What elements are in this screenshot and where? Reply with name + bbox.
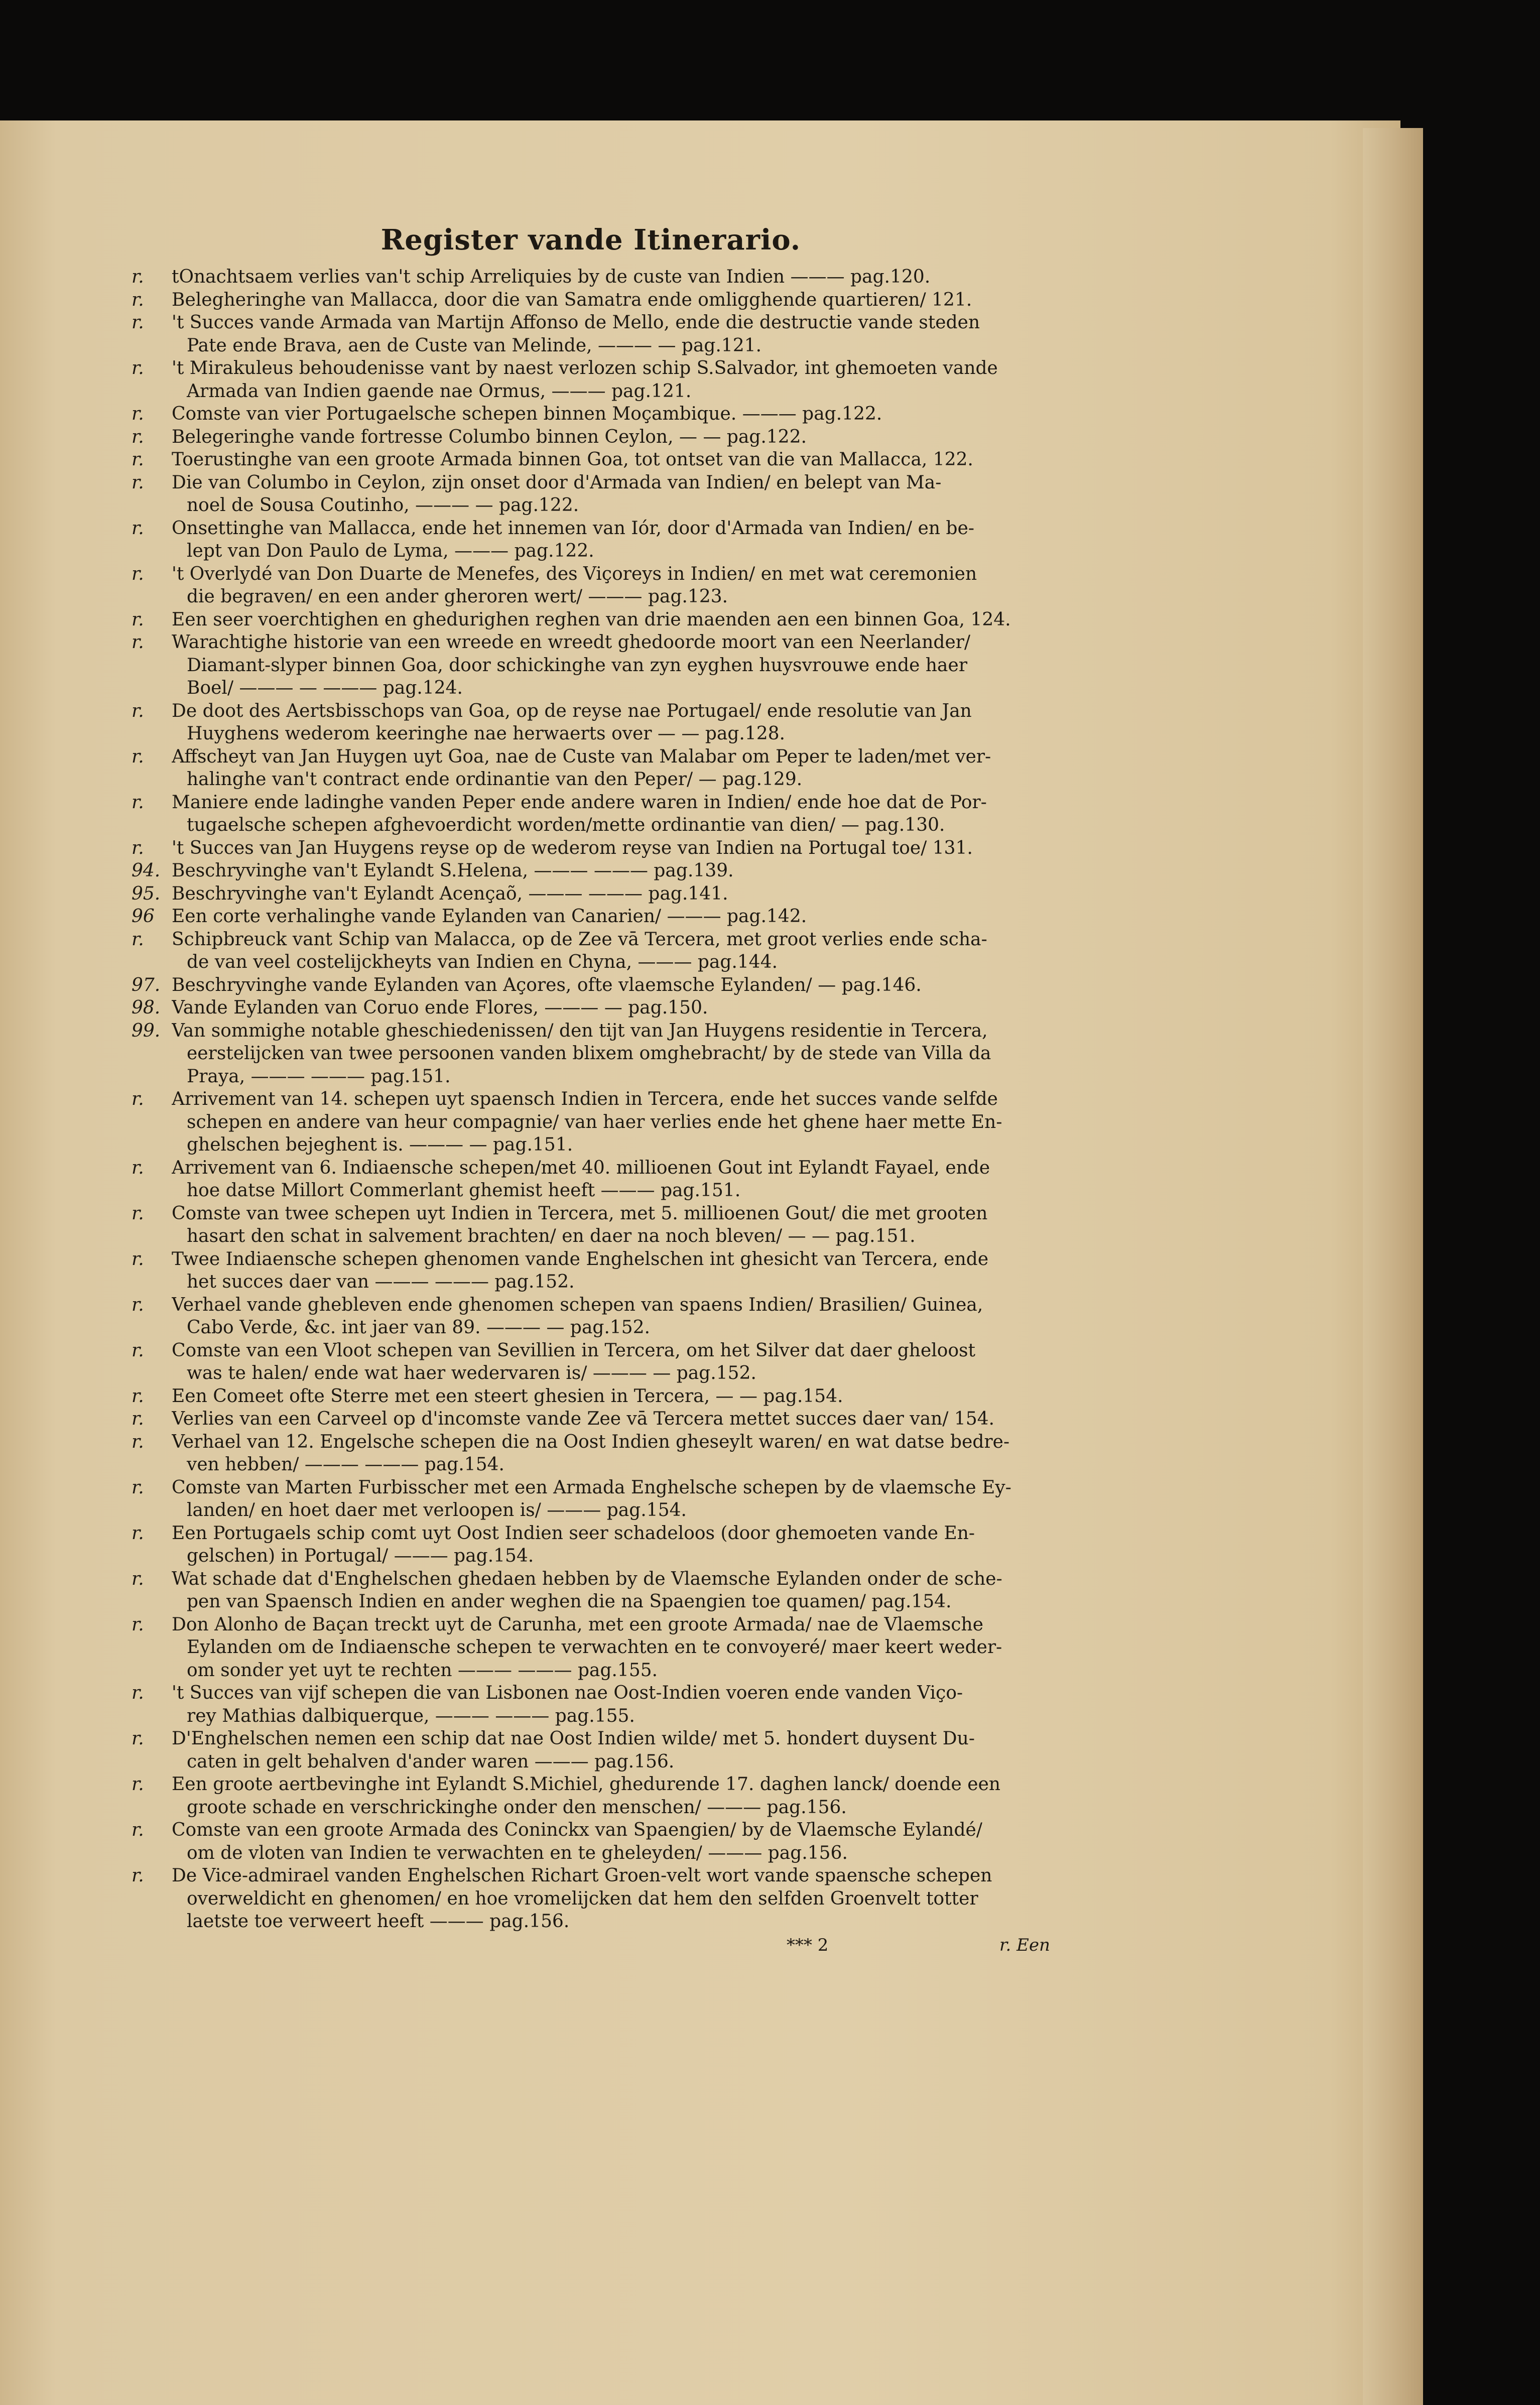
entry-line: Arrivement van 14. schepen uyt spaensch Indien in Tercera, ende het succes vande selfde [172,1089,998,1109]
entry-number: 94. [132,860,161,881]
entry-line: caten in gelt behalven d'ander waren ——— pag.156. [187,1751,675,1772]
entry-line: Beschryvinghe vande Eylanden van Açores, ofte vlaemsche Eylanden/ — pag.146. [172,974,922,995]
entry-line: Verhael vande ghebleven ende ghenomen schepen van spaens Indien/ Brasilien/ Guinea, [172,1294,983,1315]
entry-number: r. [132,1340,144,1361]
entry-line: 't Succes vande Armada van Martijn Affonso de Mello, ende die destructie vande steden [172,312,980,333]
entry-number: r. [132,1820,144,1840]
entry-number: r. [132,929,144,950]
entry-number: r. [132,267,144,287]
entry-line: Pate ende Brava, aen de Custe van Melinde, ——— — pag.121. [187,335,762,356]
entry-number: r. [132,1477,144,1498]
entry-number: r. [132,1568,144,1589]
entry-number: r. [132,746,144,767]
entry-number: r. [132,358,144,378]
entry-line: schepen en andere van heur compagnie/ van haer verlies ende het ghene haer mette En- [187,1111,1002,1132]
entry-number: r. [132,632,144,653]
register-entry [132,403,1050,426]
entry-line: ven hebben/ ——— ——— pag.154. [187,1454,504,1475]
entry-line: Don Alonho de Baçan treckt uyt de Carunha, met een groote Armada/ nae de Vlaemsche [172,1614,984,1635]
entry-line: Comste van een Vloot schepen van Sevillien in Tercera, om het Silver dat daer gheloost [172,1340,976,1361]
entry-text [172,1020,1050,1088]
entry-line: landen/ en hoet daer met verloopen is/ ——— pag.154. [187,1500,687,1521]
register-entry [132,1727,1050,1773]
register-entry [132,837,1050,860]
register-entry [132,905,1050,928]
entry-line: 't Mirakuleus behoudenisse vant by naest verlozen schip S.Salvador, int ghemoeten vande [172,358,998,378]
entry-line: pen van Spaensch Indien en ander weghen die na Spaengien toe quamen/ pag.154. [187,1591,952,1612]
register-entry [132,1294,1050,1339]
entry-line: tOnachtsaem verlies van't schip Arreliquies by de custe van Indien ——— pag.120. [172,267,931,287]
entry-text [172,563,1050,608]
register-entry [132,1476,1050,1522]
entry-number: r. [132,1774,144,1795]
register-entry [132,608,1050,631]
entry-line: Vande Eylanden van Coruo ende Flores, ——— — pag.150. [172,997,708,1018]
entry-text [172,1522,1050,1568]
entry-line: 't Overlydé van Don Duarte de Menefes, des Viçoreys in Indien/ en met wat ceremonien [172,563,977,584]
entry-number: r. [132,792,144,813]
entry-line: Eylanden om de Indiaensche schepen te verwachten en te convoyeré/ maer keert weder- [187,1637,1002,1658]
entry-line: Boel/ ——— — ——— pag.124. [187,678,463,698]
entry-number: r. [132,518,144,539]
entry-number: r. [132,404,144,424]
register-entry [132,311,1050,357]
entry-number: r. [132,1248,144,1270]
entry-line: tugaelsche schepen afghevoerdicht worden/mette ordinantie van dien/ — pag.130. [187,815,945,835]
register-entry [132,517,1050,563]
entry-line: was te halen/ ende wat haer wedervaren is/ ——— — pag.152. [187,1363,756,1383]
register-entry [132,1339,1050,1385]
entry-number: r. [132,1728,144,1749]
entry-line: Toerustinghe van een groote Armada binnen Goa, tot ontset van die van Mallacca, 122. [172,449,973,470]
entry-number: 96 [132,906,155,927]
catchword: r. Een [999,1935,1050,1955]
entry-text [172,1431,1050,1476]
register-entry [132,882,1050,906]
register-entry [132,1773,1050,1819]
entry-number: r. [132,1157,144,1178]
entry-line: Comste van twee schepen uyt Indien in Tercera, met 5. millioenen Gout/ die met grooten [172,1203,988,1224]
entry-line: D'Enghelschen nemen een schip dat nae Oost Indien wilde/ met 5. hondert duysent Du- [172,1728,975,1749]
entry-text [172,837,1050,860]
register-entry [132,1682,1050,1727]
register-entry [132,357,1050,403]
entry-number: r. [132,1614,144,1635]
entry-line: Een groote aertbevinghe int Eylandt S.Michiel, ghedurende 17. daghen lanck/ doende een [172,1774,1001,1795]
register-entry [132,1088,1050,1157]
entry-line: om de vloten van Indien te verwachten en te gheleyden/ ——— pag.156. [187,1842,848,1863]
entry-number: r. [132,837,144,858]
register-entry [132,1522,1050,1568]
entry-line: overweldicht en ghenomen/ en hoe vromelijcken dat hem den selfden Groenvelt totter [187,1888,978,1909]
entry-line: rey Mathias dalbiquerque, ——— ——— pag.155. [187,1705,635,1726]
entry-line: Arrivement van 6. Indiaensche schepen/met 40. millioenen Gout int Eylandt Fayael, ende [172,1157,990,1178]
entry-number: r. [132,1294,144,1315]
register-entry [132,1020,1050,1088]
register-entry [132,1431,1050,1476]
entry-text [172,608,1050,631]
entry-line: Schipbreuck vant Schip van Malacca, op de Zee vā Tercera, met groot verlies ende scha- [172,929,987,950]
register-entry [132,1568,1050,1613]
entry-text [172,928,1050,974]
entry-text [172,882,1050,906]
entry-text [172,700,1050,745]
entry-text [172,996,1050,1020]
entry-text [172,266,1050,289]
entry-text [172,289,1050,312]
register-entry [132,1385,1050,1408]
entry-line: Huyghens wederom keeringhe nae herwaerts over — — pag.128. [187,723,786,744]
entry-line: groote schade en verschrickinghe onder den menschen/ ——— pag.156. [187,1797,847,1818]
entry-line: Comste van vier Portugaelsche schepen binnen Moçambique. ——— pag.122. [172,404,882,424]
entry-line: de van veel costelijckheyts van Indien en Chyna, ——— pag.144. [187,952,778,972]
entry-text [172,471,1050,517]
register-entry [132,928,1050,974]
entry-line: hoe datse Millort Commerlant ghemist heeft ——— pag.151. [187,1180,741,1201]
entry-number: 99. [132,1020,161,1041]
entry-number: r. [132,312,144,333]
entry-number: 98. [132,997,161,1018]
register-entry [132,859,1050,882]
entry-text [172,1294,1050,1339]
entry-number: r. [132,1431,144,1452]
entry-line: lept van Don Paulo de Lyma, ——— pag.122. [187,541,594,561]
entry-line: Diamant-slyper binnen Goa, door schickinghe van zyn eyghen huysvrouwe ende haer [187,655,968,676]
entry-line: Maniere ende ladinghe vanden Peper ende andere waren in Indien/ ende hoe dat de Por- [172,792,987,813]
register-entry [132,1202,1050,1248]
register-content [132,223,1050,1960]
entry-text [172,1864,1050,1933]
signature-mark: *** 2 [787,1935,829,1955]
entry-line: Belegheringhe van Mallacca, door die van Samatra ende omligghende quartieren/ 121. [172,289,972,310]
register-entry [132,1864,1050,1933]
entry-line: Warachtighe historie van een wreede en wreedt ghedoorde moort van een Neerlander/ [172,632,971,653]
entry-text [172,1339,1050,1385]
entry-line: Comste van een groote Armada des Coninckx van Spaengien/ by de Vlaemsche Eylandé/ [172,1820,982,1840]
register-entry [132,563,1050,608]
entry-text [172,1568,1050,1613]
entry-line: De doot des Aertsbisschops van Goa, op de reyse nae Portugael/ ende resolutie van Jan [172,700,972,721]
entry-line: halinghe van't contract ende ordinantie van den Peper/ — pag.129. [187,769,803,790]
entry-text [172,1157,1050,1202]
entry-line: Praya, ——— ——— pag.151. [187,1066,451,1087]
entry-text [172,974,1050,997]
entry-line: om sonder yet uyt te rechten ——— ——— pag.155. [187,1660,658,1681]
entry-text [172,905,1050,928]
entry-number: 95. [132,883,161,904]
entry-line: 't Succes van Jan Huygens reyse op de wederom reyse van Indien na Portugal toe/ 131. [172,837,973,858]
entry-text [172,1613,1050,1682]
entry-line: Beschryvinghe van't Eylandt S.Helena, ——— ——— pag.139. [172,860,734,881]
entry-text [172,1727,1050,1773]
register-entry [132,289,1050,312]
entry-text [172,426,1050,449]
register-entry [132,996,1050,1020]
register-entry [132,745,1050,791]
entry-text [172,631,1050,700]
entry-line: Twee Indiaensche schepen ghenomen vande Enghelschen int ghesicht van Tercera, ende [172,1248,989,1270]
entry-number: 97. [132,974,161,995]
register-entry [132,1248,1050,1294]
register-entry [132,1157,1050,1202]
entry-text [172,1682,1050,1727]
entry-line: Onsettinghe van Mallacca, ende het innemen van Iór, door d'Armada van Indien/ en be- [172,518,975,539]
entry-line: Een seer voerchtighen en ghedurighen reghen van drie maenden aen een binnen Goa, 124. [172,609,1011,630]
entry-line: Wat schade dat d'Enghelschen ghedaen hebben by de Vlaemsche Eylanden onder de sche- [172,1568,1002,1589]
entry-number: r. [132,1523,144,1544]
entry-text [172,448,1050,471]
entry-line: hasart den schat in salvement brachten/ en daer na noch bleven/ — — pag.151. [187,1226,916,1246]
register-entries [132,266,1050,1933]
entry-line: Affscheyt van Jan Huygen uyt Goa, nae de Custe van Malabar om Peper te laden/met ver- [172,746,991,767]
entry-number: r. [132,426,144,447]
entry-number: r. [132,700,144,721]
entry-number: r. [132,472,144,493]
page-title: Register vande Itinerario. [380,223,801,257]
entry-line: noel de Sousa Coutinho, ——— — pag.122. [187,495,579,516]
entry-line: Armada van Indien gaende nae Ormus, ——— pag.121. [187,381,692,402]
entry-text [172,1248,1050,1294]
register-entry [132,1613,1050,1682]
entry-line: Verlies van een Carveel op d'incomste vande Zee vā Tercera mettet succes daer van/ 154. [172,1409,995,1429]
entry-number: r. [132,289,144,310]
entry-line: Een corte verhalinghe vande Eylanden van Canarien/ ——— pag.142. [172,906,807,927]
entry-line: Een Portugaels schip comt uyt Oost Indien seer schadeloos (door ghemoeten vande En- [172,1523,975,1544]
entry-text [172,357,1050,403]
entry-text [172,1385,1050,1408]
entry-text [172,1476,1050,1522]
register-entry [132,426,1050,449]
entry-text [172,745,1050,791]
entry-line: Belegeringhe vande fortresse Columbo binnen Ceylon, — — pag.122. [172,426,807,447]
entry-line: Beschryvinghe van't Eylandt Acençaõ, ——— ——— pag.141. [172,883,728,904]
entry-text [172,517,1050,563]
entry-number: r. [132,1385,144,1407]
entry-line: laetste toe verweert heeft ——— pag.156. [187,1911,570,1932]
entry-text [172,311,1050,357]
entry-line: De Vice-admirael vanden Enghelschen Richart Groen-velt wort vande spaensche schepen [172,1865,992,1886]
entry-line: het succes daer van ——— ——— pag.152. [187,1272,575,1292]
entry-number: r. [132,563,144,584]
register-entry [132,471,1050,517]
entry-line: Die van Columbo in Ceylon, zijn onset door d'Armada van Indien/ en belept van Ma- [172,472,942,493]
entry-line: 't Succes van vijf schepen die van Lisbonen nae Oost-Indien voeren ende vanden Viço- [172,1683,963,1703]
entry-line: gelschen) in Portugal/ ——— pag.154. [187,1546,534,1566]
entry-line: die begraven/ en een ander gheroren wert/ ——— pag.123. [187,586,728,607]
entry-line: Comste van Marten Furbisscher met een Armada Enghelsche schepen by de vlaemsche Ey- [172,1477,1011,1498]
register-entry [132,266,1050,289]
entry-line: eerstelijcken van twee persoonen vanden blixem omghebracht/ by de stede van Villa da [187,1043,991,1064]
register-entry [132,631,1050,700]
register-entry [132,791,1050,837]
entry-number: r. [132,1409,144,1429]
register-entry [132,700,1050,745]
entry-text [172,1408,1050,1431]
entry-line: Cabo Verde, &c. int jaer van 89. ——— — pag.152. [187,1317,651,1338]
entry-text [172,1202,1050,1248]
entry-text [172,859,1050,882]
entry-number: r. [132,609,144,630]
register-entry [132,448,1050,471]
entry-number: r. [132,1865,144,1886]
entry-text [172,403,1050,426]
entry-line: ghelschen bejeghent is. ——— — pag.151. [187,1134,573,1155]
entry-number: r. [132,1203,144,1224]
register-entry [132,1819,1050,1864]
entry-line: Verhael van 12. Engelsche schepen die na Oost Indien gheseylt waren/ en wat datse bedre- [172,1431,1010,1452]
entry-number: r. [132,449,144,470]
entry-text [172,1819,1050,1864]
entry-line: Van sommighe notable gheschiedenissen/ den tijt van Jan Huygens residentie in Tercera, [172,1020,988,1041]
entry-number: r. [132,1683,144,1703]
entry-line: Een Comeet ofte Sterre met een steert ghesien in Tercera, — — pag.154. [172,1385,843,1407]
entry-number: r. [132,1089,144,1109]
entry-text [172,791,1050,837]
page-footer [132,1935,1050,1960]
register-entry [132,1408,1050,1431]
entry-text [172,1088,1050,1157]
page-edge [1363,128,1423,2405]
entry-text [172,1773,1050,1819]
register-entry [132,974,1050,997]
